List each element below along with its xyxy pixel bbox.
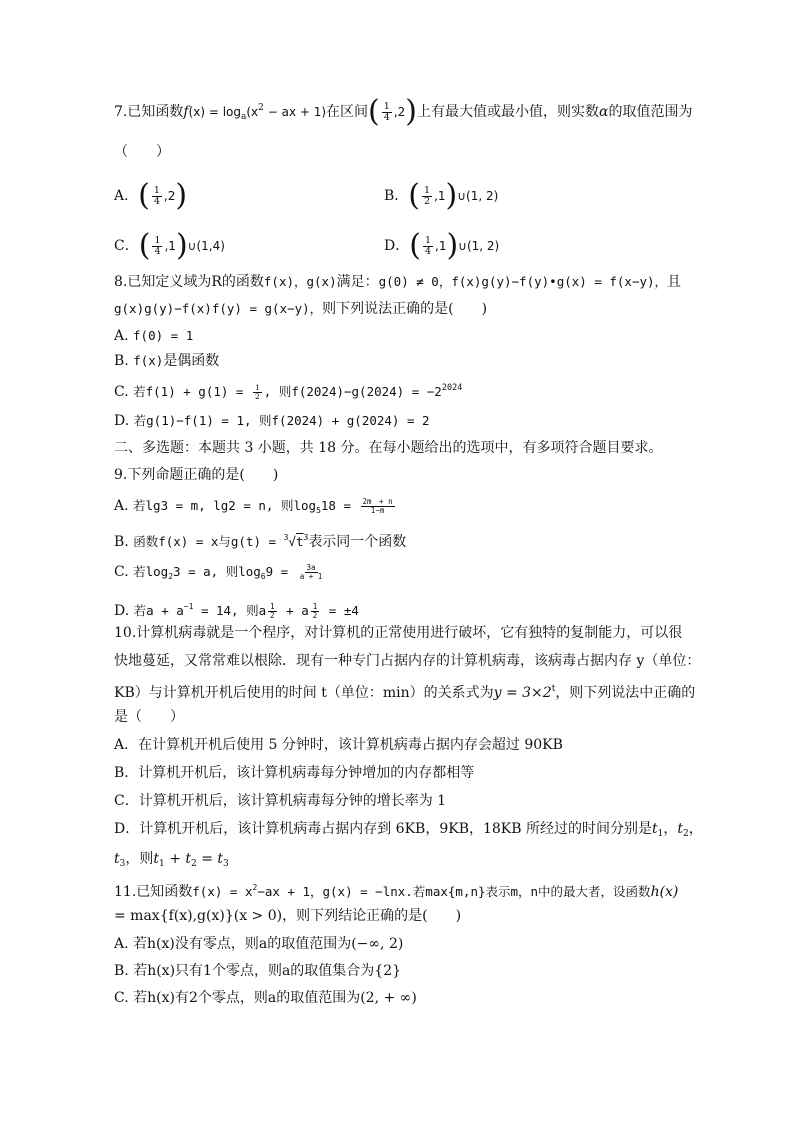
q10-t3: t — [114, 851, 120, 867]
q9-d-exp2-den: 2 — [312, 611, 318, 620]
q7-b-fraction — [422, 186, 432, 207]
q8-d-label: D. — [114, 413, 130, 429]
q11-b-label: B. — [114, 963, 129, 979]
q7-a-label: A． — [114, 188, 139, 204]
q7-base: a — [241, 112, 247, 122]
q9-option-b — [114, 528, 406, 552]
q8-stem-line2 — [114, 299, 487, 319]
q9-a-mid: 18 = — [320, 498, 359, 513]
q8-line1c: 满足： — [336, 274, 379, 290]
q8-line1b: f(x)，g(x) — [263, 274, 337, 289]
q8-line1d: g(0) ≠ 0，f(x)g(y)−f(y)•g(x) = f(x−y)， — [378, 274, 668, 289]
q10-option-a: A．在计算机开机后使用 5 分钟时，该计算机病毒占据内存会超过 90KB — [114, 737, 563, 753]
q8-d-text: 若g(1)−f(1) = 1, 则f(2024) + g(2024) = 2 — [133, 413, 430, 428]
q9-b-pre: 函数f(x) = x与g(t) = — [133, 534, 284, 549]
q9-c-sub1: 2 — [168, 572, 174, 581]
q9-c-fraction — [298, 564, 325, 581]
q8-c-mid: , 则f(2024)−g(2024) = −2 — [263, 384, 442, 399]
q7-c-fraction — [152, 236, 162, 257]
q7-prefix: 7.已知函数 — [114, 104, 184, 120]
q7-interval-text: 在区间 — [326, 104, 369, 120]
q10-option-b: B．计算机开机后，该计算机病毒每分钟增加的内存都相等 — [114, 765, 475, 781]
q9-a-sub: 5 — [316, 506, 321, 515]
q10-line3b: ，则下列说法中正确的 — [555, 685, 696, 701]
q10-eq-s1: 1 — [159, 859, 165, 869]
q7-arg-open: (x — [246, 105, 259, 119]
q9-d-mid: = 14, 则a — [193, 603, 267, 618]
q10-d-line1: D．计算机开机后，该计算机病毒占据内存到 6KB，9KB，18KB 所经过的时间分别是 — [114, 821, 652, 837]
q7-iv-num: 1 — [383, 100, 390, 112]
q10-line2: 快地蔓延，又常常难以根除．现有一种专门占据内存的计算机病毒，该病毒占据内存 y（单位： — [114, 653, 701, 669]
q7-iv-den: 4 — [383, 111, 390, 123]
q7-blank: （ ） — [114, 144, 170, 160]
q10-sep1: ， — [663, 821, 678, 837]
q10-option-d-line2 — [114, 849, 229, 874]
q8-stem-line1 — [114, 272, 681, 292]
q7-suffix2: 的取值范围为 — [608, 104, 693, 120]
q7-d-fraction — [423, 236, 433, 257]
q7-option-d: D．( $\frac{1}{4}$ ,1)∪(1, 2) — [384, 228, 500, 263]
q7-interval-fraction — [382, 102, 392, 123]
q8-option-c — [114, 378, 462, 402]
q9-c-label: C. — [114, 564, 129, 580]
q10-line1: 10.计算机病毒就是一个程序，对计算机的正常使用进行破坏，它有独特的复制能力，可以很 — [114, 625, 683, 641]
q7-a-rest: ,2 — [163, 189, 176, 203]
q9-option-d — [114, 597, 359, 621]
q7-b-rest: ,1 — [434, 189, 446, 203]
section-heading: 二、多选题：本题共 3 小题，共 18 分。在每小题给出的选项中，有多项符合题目要求。 — [114, 440, 663, 456]
q9-a-label: A. — [114, 498, 129, 514]
q9-a-num: 2m + n — [362, 496, 393, 506]
q9-a-den: 1−m — [370, 505, 385, 515]
q11-line1c: −ax + 1，g(x) = −lnx.若max{m,n}表示m，n中的最大者，设函数 — [257, 884, 651, 899]
q7-option-c: C．( $\frac{1}{4}$ ,1)∪(1,4) — [114, 228, 225, 263]
q10-eq-t1: t — [153, 851, 160, 867]
q10-option-d-line1 — [114, 819, 703, 844]
q7-option-a: A．( $\frac{1}{4}$ ,2) — [114, 178, 188, 213]
q10-t2: t — [677, 821, 684, 837]
q9-d-pre: 若a + a — [133, 603, 184, 618]
q10-line3 — [114, 679, 695, 703]
q7-c-num: 1 — [154, 234, 161, 246]
q9-c-den: a + 1 — [299, 571, 323, 581]
q10-eq-s3: 3 — [223, 859, 229, 869]
q8-c-label: C. — [114, 384, 129, 400]
q8-a-text: f(0) = 1 — [133, 328, 194, 343]
q9-d-plus: + a — [278, 603, 309, 618]
q7-a-den: 4 — [153, 195, 160, 207]
q11-option-c — [114, 988, 417, 1008]
q10-eq-s2: 2 — [191, 859, 197, 869]
q11-c-text: 若h(x)有2个零点，则a的取值范围为(2, + ∞) — [133, 990, 417, 1006]
q8-line1e: 且 — [667, 274, 682, 290]
q7-suffix: 上有最大值或最小值，则实数 — [416, 104, 599, 120]
q10-d2-mid: ，则 — [125, 851, 154, 867]
q7-b-label: B． — [384, 188, 409, 204]
q7-b-num: 1 — [424, 184, 431, 196]
q9-d-exp1: −1 — [183, 602, 194, 611]
q9-option-a — [114, 496, 397, 521]
q10-t3-sub: 3 — [119, 859, 126, 869]
q7-fx-eq: (x) = log — [188, 105, 241, 119]
q8-a-label: A. — [114, 328, 129, 344]
q7-a-fraction — [152, 186, 162, 207]
q7-option-b: B．( $\frac{1}{2}$ ,1)∪(1, 2) — [384, 178, 499, 213]
q9-option-c — [114, 562, 326, 587]
q7-c-union: ∪(1,4) — [187, 239, 225, 253]
q7-d-union: ∪(1, 2) — [458, 239, 500, 253]
q9-d-exp-fraction1 — [268, 603, 277, 620]
q11-line1 — [114, 878, 678, 902]
q7-b-den: 2 — [424, 195, 431, 207]
q9-b-label: B. — [114, 534, 129, 550]
q7-stem: 7.已知函数$f(x) = \log_a(x^2$ − ax + 1)在区间( $\frac{1}{4}$ ,2)上有最大值或最小值，则实数α的取值范围为 — [114, 94, 693, 129]
q8-line2a: g(x)g(y)−f(x)f(y) = g(x−y)， — [114, 301, 323, 316]
q10-t1: t — [652, 821, 658, 837]
q7-iv-rest: ,2 — [393, 105, 406, 119]
q7-a-num: 1 — [153, 184, 160, 196]
q11-option-a — [114, 934, 403, 954]
q8-line2b: 则下列说法正确的是( ) — [322, 301, 488, 317]
q11-line1d: h(x) — [650, 884, 679, 900]
q11-a-text: 若h(x)没有零点，则a的取值范围为(−∞, 2) — [133, 936, 404, 952]
q9-b-radical: √ — [288, 534, 296, 549]
q11-b-text: 若h(x)只有1个零点，则a的取值集合为{2} — [133, 963, 402, 979]
q7-d-num: 1 — [424, 234, 431, 246]
q7-arg-exp: 2 — [258, 103, 264, 113]
q9-b-post: 表示同一个函数 — [308, 534, 407, 550]
q10-sep2: ， — [688, 821, 703, 837]
q10-option-c: C．计算机开机后，该计算机病毒每分钟的增长率为 1 — [114, 793, 447, 809]
q8-option-b — [114, 351, 219, 371]
q9-c-num: 3a — [306, 562, 316, 572]
q10-line3-eq: y = 3×2 — [493, 685, 552, 701]
q11-c-label: C. — [114, 990, 129, 1006]
q7-d-den: 4 — [424, 245, 431, 257]
q9-d-exp-num: 1 — [270, 602, 275, 611]
q9-a-fraction — [361, 498, 395, 515]
q9-d-exp-den: 2 — [270, 611, 275, 620]
q9-d-label: D. — [114, 603, 130, 619]
q8-b-text: 是偶函数 — [163, 353, 220, 369]
q9-stem: 9.下列命题正确的是( ) — [114, 467, 279, 483]
q9-d-post: = ±4 — [321, 603, 359, 618]
q10-eq-equals: = t — [196, 851, 224, 867]
q7-c-label: C． — [114, 238, 139, 254]
q9-b-t: t — [295, 534, 304, 549]
q7-c-rest: ,1 — [164, 239, 176, 253]
q11-a-label: A. — [114, 936, 129, 952]
q10-line3a: KB）与计算机开机后使用的时间 t（单位：min）的关系式为 — [114, 685, 494, 701]
q8-line1a: 8.已知定义域为R的函数 — [114, 274, 264, 290]
q10-line3-exp: t — [551, 684, 556, 694]
q9-c-mid: 3 = a, 则log — [173, 564, 261, 579]
q8-c-fraction — [253, 384, 262, 401]
q9-c-mid2: 9 = — [265, 564, 296, 579]
q8-c-pre: 若f(1) + g(1) = — [133, 384, 251, 399]
q7-arg-rest: − ax + 1) — [263, 105, 327, 119]
q7-c-den: 4 — [154, 245, 161, 257]
q11-line1a: 11.已知函数 — [114, 884, 193, 900]
q10-t2-sub: 2 — [683, 829, 689, 839]
q8-c-num: 1 — [254, 382, 260, 392]
q10-t1-sub: 1 — [657, 829, 664, 839]
q7-alpha: α — [598, 104, 609, 120]
q9-d-exp-fraction2 — [311, 603, 320, 620]
q10-line4: 是（ ） — [114, 709, 184, 725]
q9-c-sub2: 6 — [260, 572, 266, 581]
q9-a-pre: 若lg3 = m, lg2 = n, 则log — [133, 498, 317, 513]
q11-option-b — [114, 961, 401, 981]
q8-b-f: f(x) — [133, 353, 164, 368]
q11-line1-exp: 2 — [252, 883, 258, 892]
q11-line2: = max{f(x),g(x)}(x > 0)，则下列结论正确的是( ) — [114, 908, 462, 924]
q11-line1b: f(x) = x — [192, 884, 253, 899]
q8-b-label: B. — [114, 353, 129, 369]
q7-d-label: D． — [384, 238, 410, 254]
q9-b-root-index: 3 — [283, 533, 289, 542]
q10-eq-plus: + t — [164, 851, 192, 867]
q7-d-rest: ,1 — [435, 239, 447, 253]
q8-option-a — [114, 326, 193, 346]
q9-d-exp2-num: 1 — [312, 602, 318, 611]
q9-b-exp: 3 — [303, 533, 309, 542]
q7-f: f — [183, 104, 189, 120]
q8-c-exp: 2024 — [441, 383, 463, 393]
q9-c-pre: 若log — [133, 564, 169, 579]
q8-option-d — [114, 411, 430, 431]
q8-c-den: 2 — [254, 391, 260, 401]
q7-b-union: ∪(1, 2) — [457, 189, 499, 203]
